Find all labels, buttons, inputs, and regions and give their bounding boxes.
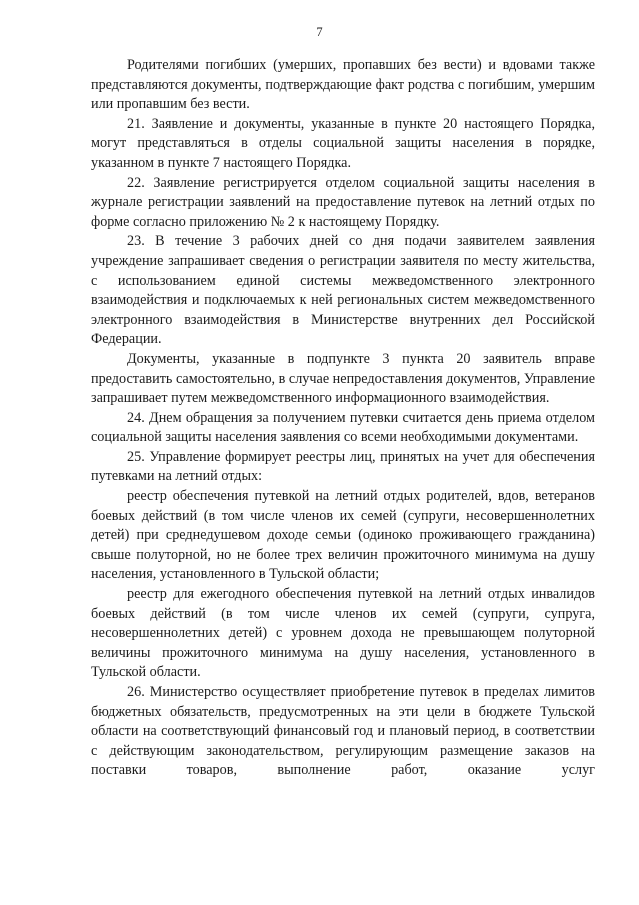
paragraph-21: 21. Заявление и документы, указанные в пункте 20 настоящего Порядка, могут представляться в отделы социальной защиты населения в порядке, указанном в пункте 7 настоящего Порядка.	[91, 115, 595, 171]
paragraph-23: 23. В течение 3 рабочих дней со дня подачи заявителем заявления учреждение запрашивает сведения о регистрации заявителя по месту жительства, с использованием единой системы межведомственного электронного взаимодействия и подключаемых к ней региональных систем межведомственного электронного взаимодействия в Министерстве внутренних дел Российской Федерации.	[91, 233, 595, 348]
document-body	[91, 56, 595, 781]
paragraph-parents-widows: Родителями погибших (умерших, пропавших без вести) и вдовами также представляются документы, подтверждающие факт родства с погибшим, умершим или пропавшим без вести.	[91, 57, 595, 113]
paragraph-25-registry-1: реестр обеспечения путевкой на летний отдых родителей, вдов, ветеранов боевых действий (в том числе членов их семей (супруги, несовершеннолетних детей) при среднедушевом доходе семьи (одиноко проживающего гражданина) свыше полуторной, но не более трех величин прожиточного минимума на душу населения, установленного в Тульской области;	[91, 488, 595, 583]
paragraph-26: 26. Министерство осуществляет приобретение путевок в пределах лимитов бюджетных обязательств, предусмотренных на эти цели в бюджете Тульской области на соответствующий финансовый год и плановый период, в соответствии с действующим законодательством, регулирующим размещение заказов на поставки товаров, выполнение работ, оказание услуг	[91, 684, 595, 779]
paragraph-22: 22. Заявление регистрируется отделом социальной защиты населения в журнале регистрации заявлений на предоставление путевок на летний отдых по форме согласно приложению № 2 к настоящему Порядку.	[91, 174, 595, 230]
paragraph-25: 25. Управление формирует реестры лиц, принятых на учет для обеспечения путевками на летний отдых:	[91, 448, 595, 485]
page-number: 7	[316, 25, 323, 39]
paragraph-24: 24. Днем обращения за получением путевки считается день приема отделом социальной защиты населения заявления со всеми необходимыми документами.	[91, 409, 595, 446]
paragraph-23-documents: Документы, указанные в подпункте 3 пункта 20 заявитель вправе предоставить самостоятельно, в случае непредоставления документов, Управление запрашивает путем межведомственного информационного взаимодействия.	[91, 350, 595, 407]
paragraph-25-registry-2: реестр для ежегодного обеспечения путевкой на летний отдых инвалидов боевых действий (в том числе членов их семей (супруги, супруга, несовершеннолетних детей) с уровнем дохода не превышающем полуторной величины прожиточного минимума на душу населения, установленного в Тульской области.	[91, 586, 595, 681]
